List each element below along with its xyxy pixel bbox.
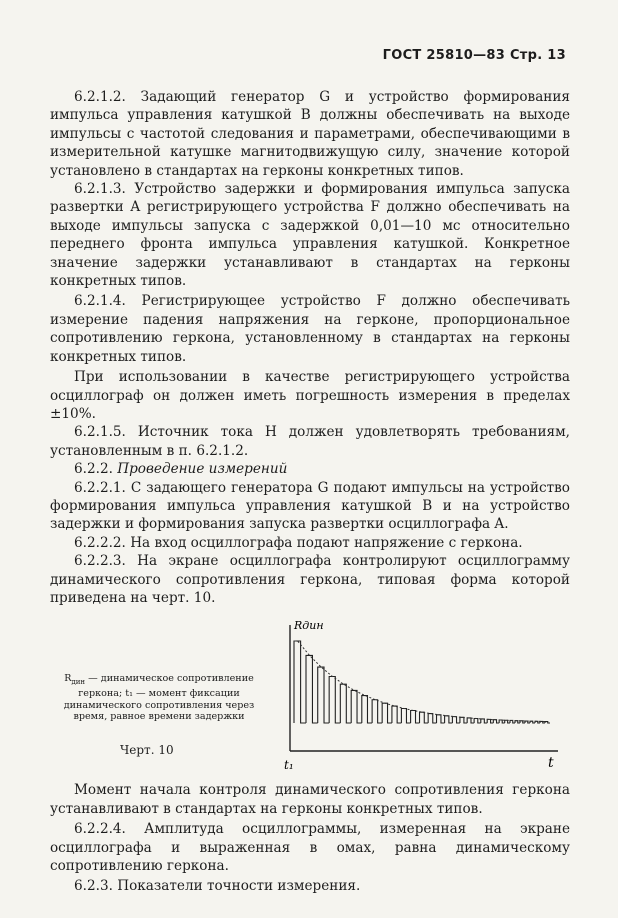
pulse xyxy=(351,691,362,724)
caption-text: — динамическое сопротивление геркона; t₁ — момент фиксации динамического сопротивления через время, равное времени задержки xyxy=(63,673,255,722)
pulse xyxy=(437,715,445,723)
figure-label: Черт. 10 xyxy=(120,743,174,758)
envelope-curve xyxy=(294,641,547,722)
paragraph: 6.2.3. Показатели точности измерения. xyxy=(74,878,361,895)
pulse xyxy=(452,717,460,723)
paragraph: 6.2.1.4. Регистрирующее устройство F должно обеспечивать измерение падения напряжения на герконе, пропорциональное сопротивлению геркона, установленному в стандартах на герконы конкретных типов. xyxy=(50,293,570,365)
pulse-train xyxy=(294,641,550,723)
pulse xyxy=(382,704,392,724)
paragraph: 6.2.2.4. Амплитуда осциллограммы, измеренная на экране осциллографа и выраженная в омах, равна динамическому сопротивлению геркона. xyxy=(50,821,570,874)
section-title: Проведение измерений xyxy=(117,461,288,478)
pulse xyxy=(318,667,329,723)
figure-10 xyxy=(50,615,570,779)
pulse xyxy=(445,716,453,723)
pulse xyxy=(460,718,467,724)
pulse xyxy=(340,685,351,724)
y-axis-label: Rдин xyxy=(294,619,324,633)
pulse xyxy=(392,706,401,723)
pulse xyxy=(545,722,550,723)
pulse xyxy=(428,714,436,723)
paragraph: 6.2.2.2. На вход осциллографа подают напряжение с геркона. xyxy=(74,534,523,551)
pulse xyxy=(420,713,429,724)
pulse xyxy=(411,711,420,724)
section-heading xyxy=(50,460,570,478)
pulse xyxy=(362,696,372,723)
section-number: 6.2.2. xyxy=(74,461,113,478)
paragraph: 6.2.1.3. Устройство задержки и формирования импульса запуска развертки A регистрирующего устройства F должно обеспечивать на выходе импульсы запуска с задержкой 0,01—10 мс относительно переднего фронта импульса управления катушкой. Конкретное значение задержки устанавливают в стандартах на герконы конкретных типов. xyxy=(50,181,570,290)
paragraph: 6.2.1.5. Источник тока H должен удовлетворять требованиям, установленным в п. 6.2.1.2. xyxy=(50,424,570,459)
pulse xyxy=(467,718,474,723)
caption-symbol-subscript: дин xyxy=(71,678,86,687)
pulse xyxy=(306,656,318,724)
pulse xyxy=(329,677,340,724)
page-header: ГОСТ 25810—83 Стр. 13 xyxy=(382,48,566,63)
pulse xyxy=(294,641,306,723)
origin-label: t₁ xyxy=(284,758,294,773)
paragraph: 6.2.2.3. На экране осциллографа контролируют осциллограмму динамического сопротивления геркона, типовая форма которой приведена на черт. 10. xyxy=(50,553,570,606)
caption-symbol: R xyxy=(64,673,72,685)
paragraph: 6.2.1.2. Задающий генератор G и устройство формирования импульса управления катушкой B должны обеспечивать на выходе импульсы с частотой следования и параметрами, обеспечивающими в измерительной катушке магнитодвижущую силу, значение которой установлено в стандартах на герконы конкретных типов. xyxy=(50,89,570,179)
x-axis-label: t xyxy=(548,755,554,772)
paragraph: При использовании в качестве регистрирующего устройства осциллограф он должен иметь погрешность измерения в пределах ±10%. xyxy=(50,369,570,422)
figure-caption xyxy=(54,673,264,722)
pulse xyxy=(401,709,410,724)
oscillogram-plot xyxy=(278,615,574,779)
paragraph: Момент начала контроля динамического сопротивления геркона устанавливают в стандартах на герконы конкретных типов. xyxy=(50,782,570,817)
document-body xyxy=(50,88,570,896)
paragraph: 6.2.2.1. С задающего генератора G подают импульсы на устройство формирования импульса управления катушкой B и на устройство задержки и формирования запуска развертки осциллографа A. xyxy=(50,479,570,533)
pulse xyxy=(372,700,382,723)
